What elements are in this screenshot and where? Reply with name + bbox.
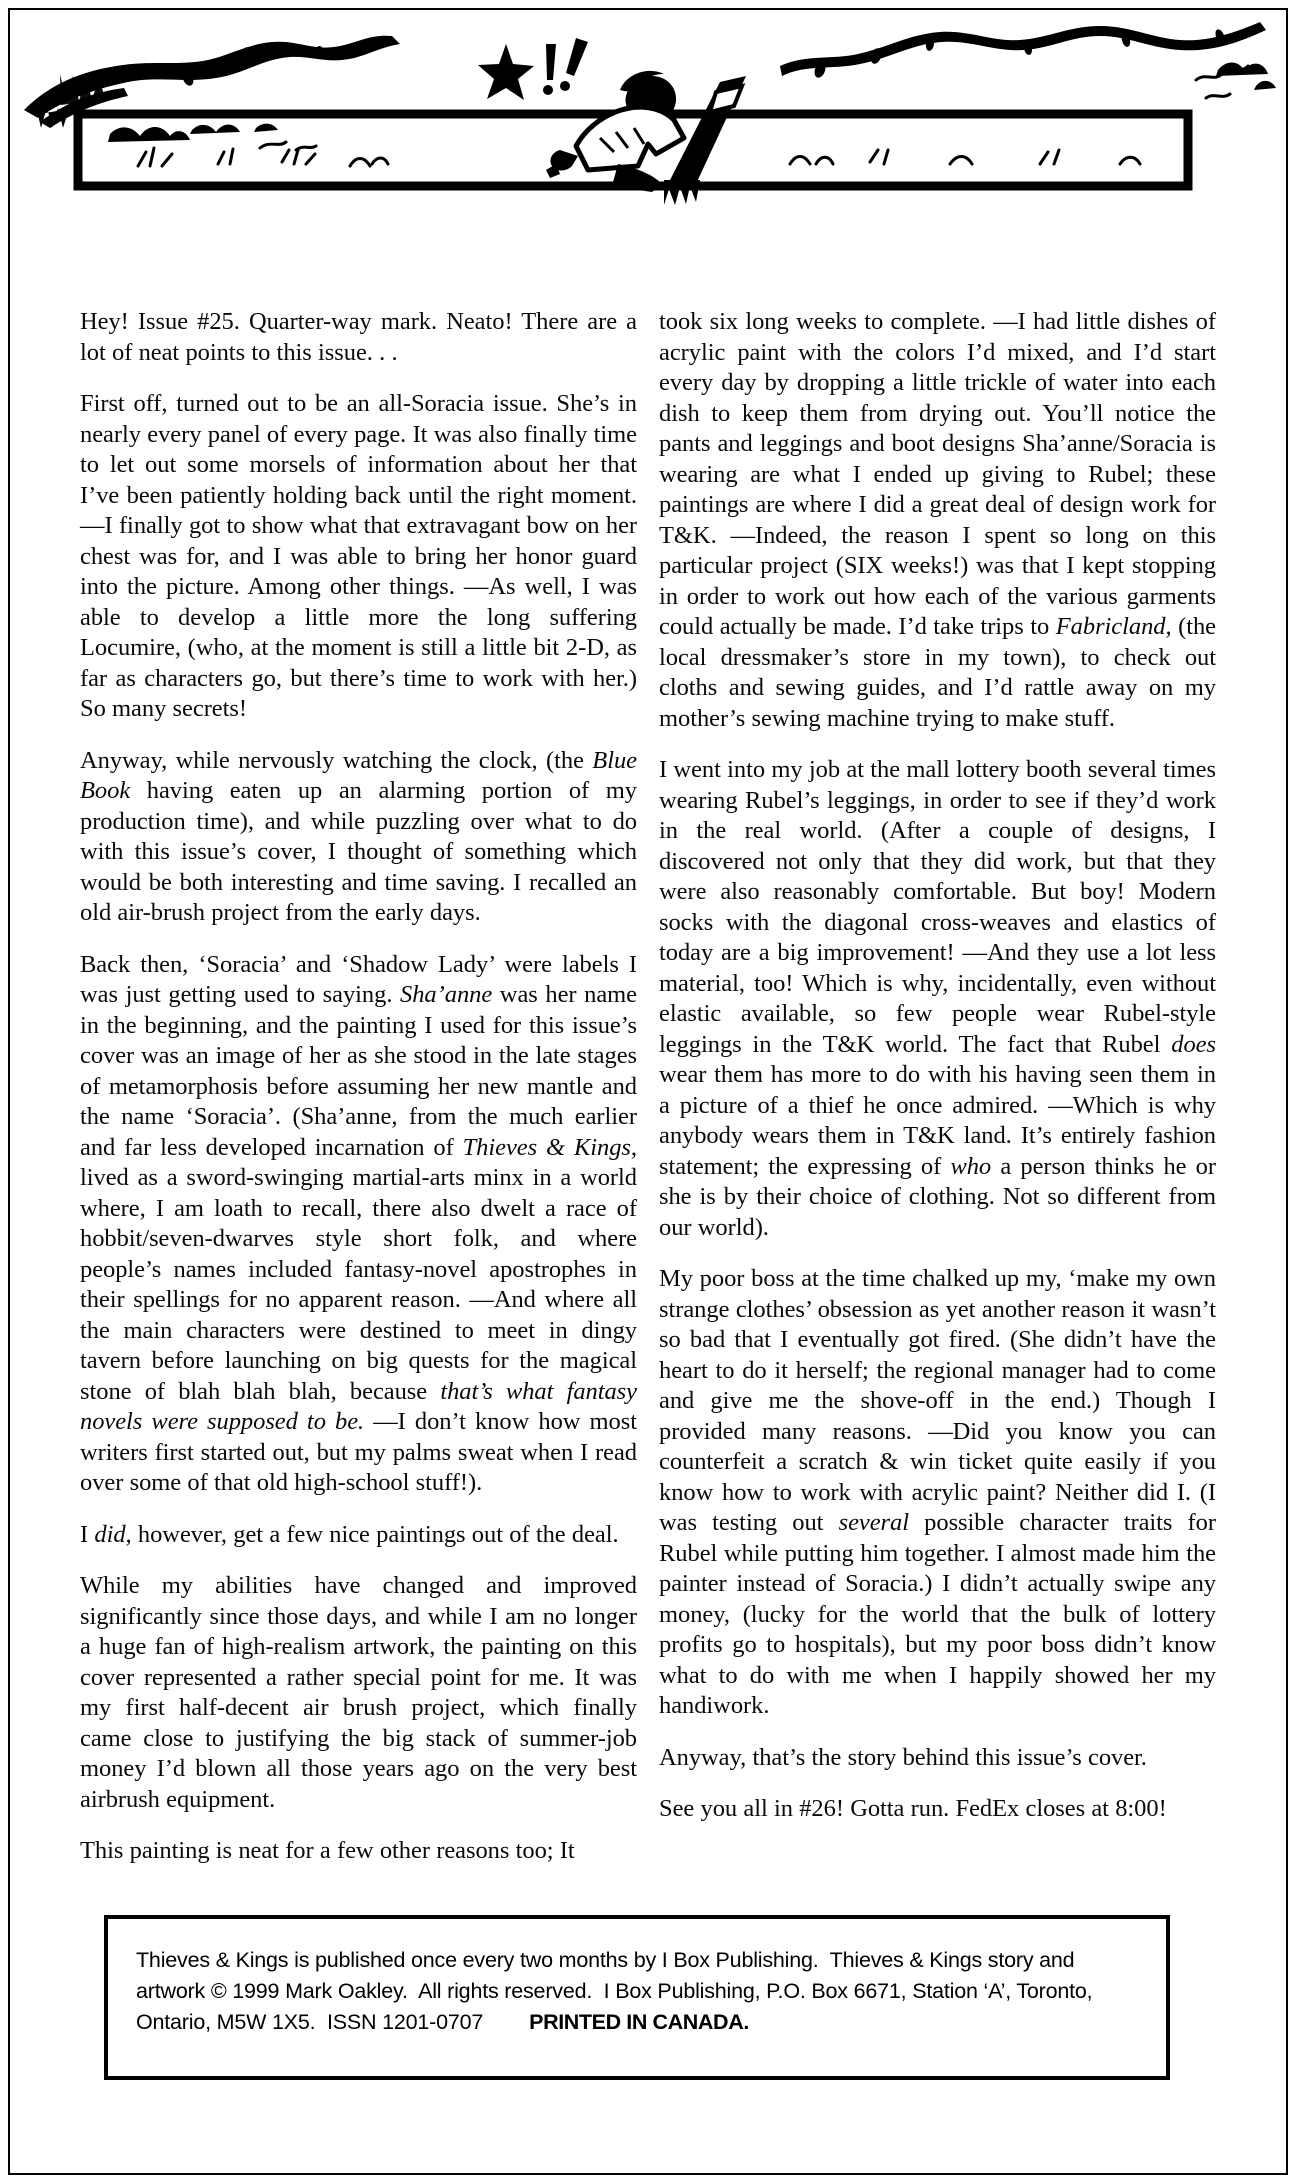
italic-run: Thieves & Kings [462,1133,631,1161]
italic-run: who [950,1152,992,1180]
left-text-column [80,307,637,1867]
italic-run: that’s what fantasy novels were supposed to be. [80,1377,637,1435]
indicia-credits-box [104,1915,1170,2080]
right-text-column [659,307,1216,1867]
paragraph: took six long weeks to complete. —I had little dishes of acrylic paint with the colors I’d mixed, and I’d start every day by dropping a little trickle of water into each dish to keep them from drying out. You’ll notice the pants and leggings and boot designs Sha’anne/Soracia is wearing are what I ended up giving to Rubel; these paintings are where I did a great deal of design work for T&K. —Indeed, the reason I spent so long on this particular project (SIX weeks!) was that I kept stopping in order to work out how each of the various garments could actually be made. I’d take trips to Fabricland, (the local dressmaker’s store in my town), to check out cloths and sewing guides, and I’d rattle away on my mother’s sewing machine trying to make stuff. [659,308,1216,732]
credits-text [108,1919,1166,2038]
credits-line-1: Thieves & Kings is published once every two months by I Box Publishing. Thieves & Kings story and [136,1948,1075,1972]
credits-line-3 [136,2007,1138,2038]
paragraph: My poor boss at the time chalked up my, ‘make my own strange clothes’ obsession as yet another reason it wasn’t so bad that I eventually got fired. (She didn’t have the heart to do it herself; the regional manager had to come and give me the shove-off in the end.) Though I provided many reasons. —Did you know you can counterfeit a scratch & win ticket quite easily if you know how to work with acrylic paint? Neither did I. (I was testing out several possible character traits for Rubel while putting him together. I almost made him the painter instead of Soracia.) I didn’t actually swipe any money, (lucky for the world that the bulk of lottery profits go to hospitals), but my poor boss didn’t know what to do with me when I happily showed her my handiwork. [659,1265,1216,1719]
italic-run: several [838,1509,909,1536]
paragraph: Anyway, while nervously watching the clock, (the Blue Book having eaten up an alarming portion of my production time), and while puzzling over what to do with this issue’s cover, I thought of something which would be both interesting and time saving. I recalled an old air-brush project from the early days. [80,746,637,926]
paragraph: This painting is neat for a few other reasons too; It [80,1837,575,1864]
banner-artwork-svg [20,14,1276,210]
credits-issn-text: Ontario, M5W 1X5. ISSN 1201-0707 [136,2009,484,2034]
paragraph: See you all in #26! Gotta run. FedEx closes at 8:00! [659,1795,1167,1822]
article-body [80,307,1216,1867]
italic-run: did, [94,1520,132,1548]
paragraph: I did, however, get a few nice paintings out of the deal. [80,1520,619,1548]
credits-line-2: artwork © 1999 Mark Oakley. All rights reserved. I Box Publishing, P.O. Box 6671, Station ‘A’, Toronto, [136,1978,1093,2003]
italic-run: Fabricland, [1055,613,1172,640]
italic-run: does [1171,1030,1216,1058]
printed-in-canada-text: PRINTED IN CANADA. [529,2009,749,2034]
paragraph: First off, turned out to be an all-Soracia issue. She’s in nearly every panel of every page. It was also finally time to let out some morsels of information about her that I’ve been patiently holding back until the right moment. —I finally got to show what that extravagant bow on her chest was for, and I was able to bring her honor guard into the picture. Among other things. —As well, I was able to develop a little more the long suffering Locumire, (who, at the moment is still a little bit 2-D, as far as characters go, but there’s time to work with her.) So many secrets! [80,390,637,722]
paragraph: Anyway, that’s the story behind this issue’s cover. [659,1743,1147,1771]
italic-run: Blue Book [80,746,637,804]
paragraph: Back then, ‘Soracia’ and ‘Shadow Lady’ were labels I was just getting used to saying. Sha’anne was her name in the beginning, and the painting I used for this issue’s cover was an image of her as she stood in the late stages of metamorphosis before assuming her new mantle and the name ‘Soracia’. (Sha’anne, from the much earlier and far less developed incarnation of Thieves & Kings, lived as a sword-swinging martial-arts minx in a world where, I am loath to recall, there also dwelt a race of hobbit/seven-dwarves style short folk, and where people’s names included fantasy-novel apostrophes in their spellings for no apparent reason. —And where all the main characters were destined to meet in dingy tavern before launching on big quests for the magical stone of blah blah blah, because that’s what fantasy novels were supposed to be. —I don’t know how most writers first started out, but my palms sweat when I read over some of that old high-school stuff!). [80,950,637,1496]
italic-run: Sha’anne [400,981,493,1008]
paragraph: I went into my job at the mall lottery booth several times wearing Rubel’s leggings, in order to see if they’d work in the real world. (After a couple of designs, I discovered not only that they did work, but that they were also reasonably comfortable. But boy! Modern socks with the diagonal cross-weaves and elastics of today are a big improvement! —And they use a lot less material, too! Which is why, incidentally, even without elastic available, so few people wear Rubel-style leggings in the T&K world. The fact that Rubel does wear them has more to do with his having seen them in a picture of a thief he once admired. —Which is why anybody wears them in T&K land. It’s entirely fashion statement; the expressing of who a person thinks he or she is by their choice of clothing. Not so different from our world). [659,756,1216,1241]
paragraph: Hey! Issue #25. Quarter-way mark. Neato! There are a lot of neat points to this issue. . . [80,308,637,366]
header-illustration [20,14,1276,210]
paragraph: While my abilities have changed and improved significantly since those days, and while I am no longer a huge fan of high-realism artwork, the painting on this cover represented a rather special point for me. It was my first half-decent air brush project, which finally came close to justifying the big stack of summer-job money I’d blown all those years ago on the very best airbrush equipment. [80,1572,637,1813]
